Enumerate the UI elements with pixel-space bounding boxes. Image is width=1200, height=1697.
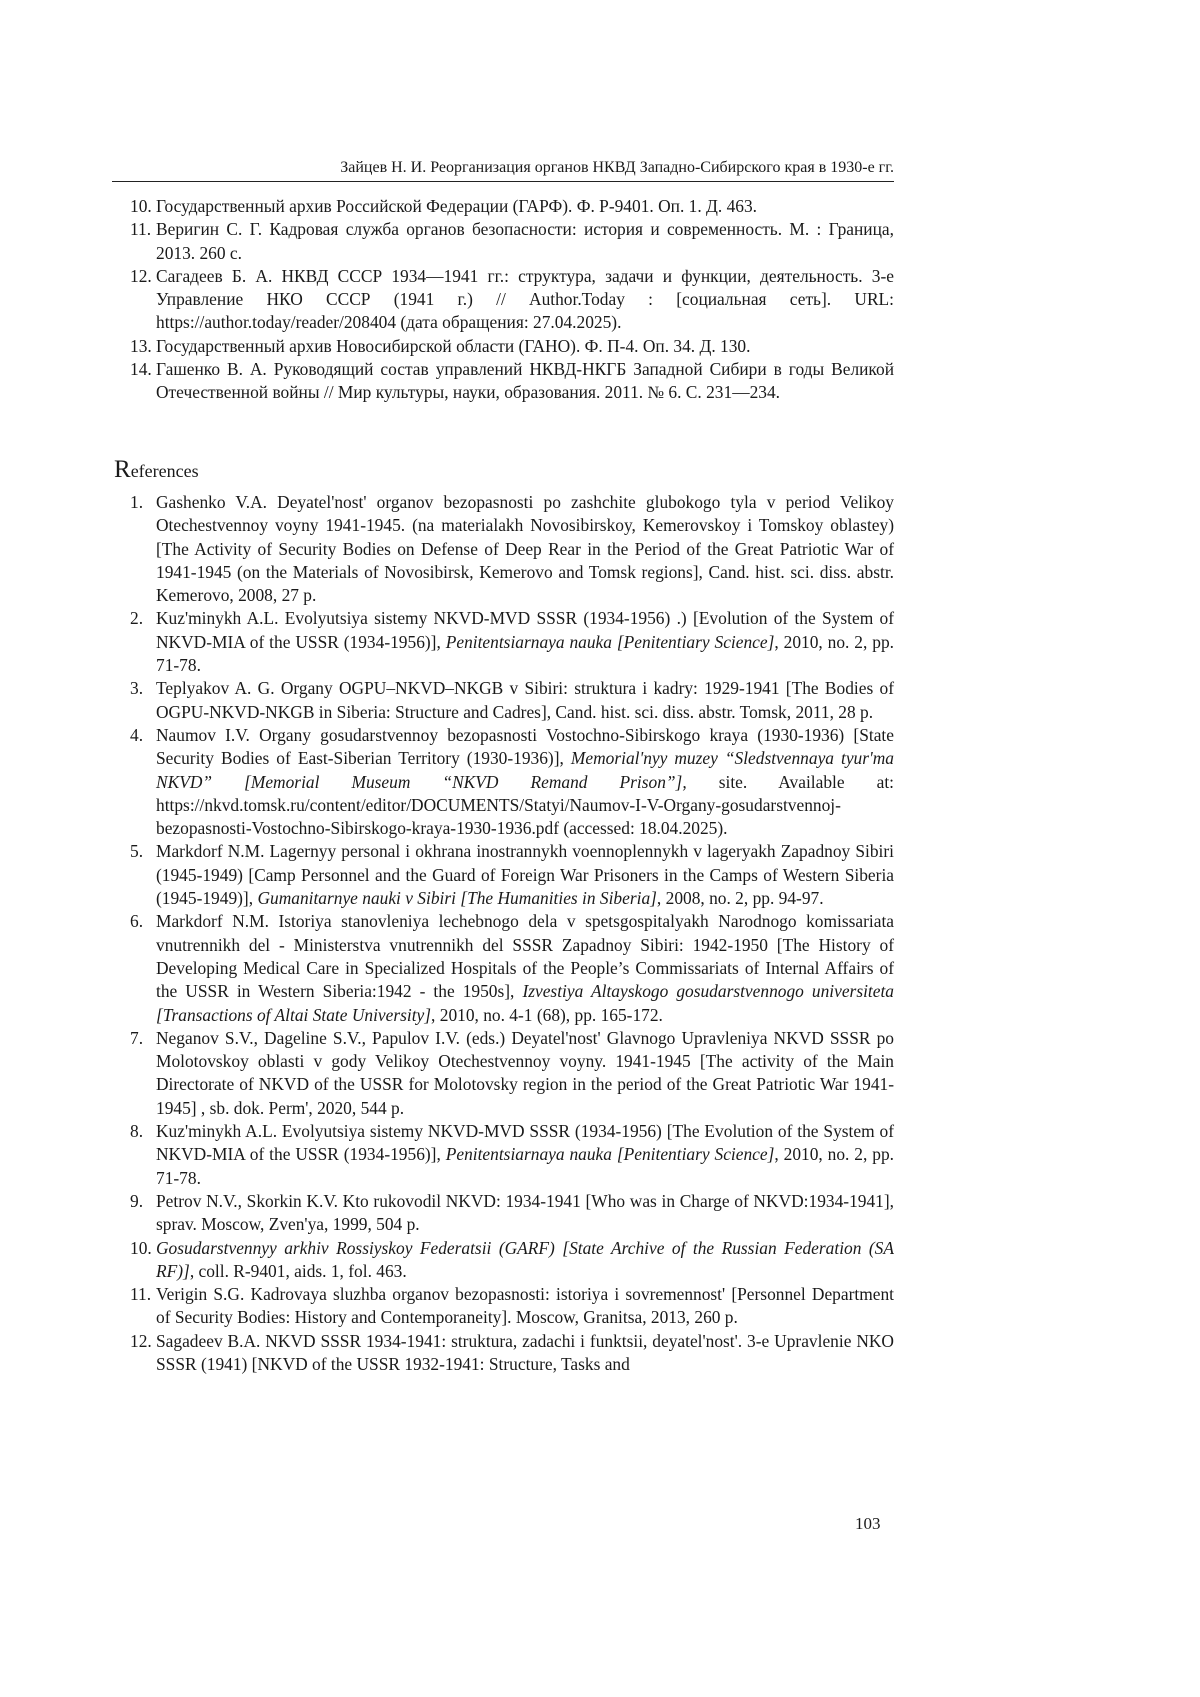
references-heading-rest: eferences: [131, 461, 199, 481]
reference-text: Markdorf N.M. Istoriya stanovleniya lechebnogo dela v spetsgospitalyakh Narodnogo komissariata vnutrennikh del - Ministerstva vnutrennikh del SSSR Zapadnoy Sibiri: 1942-1950 [The History of Developing Medical Care in Specialized Hospitals of the People’s Commissariats of Internal Affairs of the USSR in Western Siberia:1942 - the 1950s],: [156, 911, 894, 1001]
reference-text: Teplyakov A. G. Organy OGPU–NKVD–NKGB v Sibiri: struktura i kadry: 1929-1941 [The Bodies of OGPU-NKVD-NKGB in Siberia: Structure and Cadres], Cand. hist. sci. diss. abstr. Tomsk, 2011, 28 p.: [156, 678, 894, 721]
reference-number: 4.: [130, 724, 143, 747]
reference-text: Веригин С. Г. Кадровая служба органов безопасности: история и современность. М. : Граница, 2013. 260 с.: [156, 219, 894, 262]
russian-reference-list: [112, 195, 894, 405]
reference-italic: Penitentsiarnaya nauka [Penitentiary Science]: [446, 632, 775, 652]
reference-item: [112, 491, 894, 607]
english-reference-list: [112, 491, 894, 1376]
reference-number: 9.: [130, 1190, 143, 1213]
reference-number: 6.: [130, 910, 143, 933]
reference-text: Markdorf N.M. Lagernyy personal i okhrana inostrannykh voennoplennykh v lageryakh Zapadnoy Sibiri (1945-1949) [Camp Personnel and the Guard of Foreign War Prisoners in the Camps of Western Siberia (1945-1949)],: [156, 841, 894, 908]
reference-italic: Penitentsiarnaya nauka [Penitentiary Science]: [446, 1144, 775, 1164]
reference-item: [112, 607, 894, 677]
reference-number: 12.: [130, 1330, 152, 1353]
reference-text: Sagadeev B.A. NKVD SSSR 1934-1941: struktura, zadachi i funktsii, deyatel'nost'. 3-e Upravlenie NKO SSSR (1941) [NKVD of the USSR 1932-1941: Structure, Tasks and: [156, 1331, 894, 1374]
reference-item: [112, 218, 894, 265]
reference-text: Гашенко В. А. Руководящий состав управлений НКВД-НКГБ Западной Сибири в годы Великой Отечественной войны // Мир культуры, науки, образования. 2011. № 6. С. 231—234.: [156, 359, 894, 402]
reference-italic: Gumanitarnye nauki v Sibiri [The Humanities in Siberia]: [257, 888, 656, 908]
references-heading-initial: R: [114, 456, 131, 483]
page-number: 103: [855, 1514, 881, 1534]
reference-text: Verigin S.G. Kadrovaya sluzhba organov bezopasnosti: istoriya i sovremennost' [Personnel Department of Security Bodies: History and Contemporaneity]. Moscow, Granitsa, 2013, 260 p.: [156, 1284, 894, 1327]
reference-text: Государственный архив Российской Федерации (ГАРФ). Ф. Р-9401. Оп. 1. Д. 463.: [156, 196, 757, 216]
reference-number: 14.: [130, 358, 152, 381]
reference-item: [112, 358, 894, 405]
reference-text: Kuz'minykh A.L. Evolyutsiya sistemy NKVD-MVD SSSR (1934-1956) .) [Evolution of the System of NKVD-MIA of the USSR (1934-1956)],: [156, 608, 894, 651]
reference-item: [112, 1190, 894, 1237]
reference-italic: Izvestiya Altayskogo gosudarstvennogo universiteta [Transactions of Altai State University]: [156, 981, 894, 1024]
reference-text: Gashenko V.A. Deyatel'nost' organov bezopasnosti po zashchite glubokogo tyla v period Velikoy Otechestvennoy voyny 1941-1945. (na materialakh Novosibirskoy, Kemerovskoy i Tomskoy oblastey) [The Activity of Security Bodies on Defense of Deep Rear in the Period of the Great Patriotic War of 1941-1945 (on the Materials of Novosibirsk, Kemerovo and Tomsk regions], Cand. hist. sci. diss. abstr. Kemerovo, 2008, 27 p.: [156, 492, 894, 605]
references-heading: [114, 458, 199, 483]
reference-item: [112, 195, 894, 218]
reference-tail: , 2008, no. 2, pp. 94-97.: [657, 888, 824, 908]
reference-tail: , coll. R-9401, aids. 1, fol. 463.: [190, 1261, 407, 1281]
reference-number: 3.: [130, 677, 143, 700]
reference-text: Petrov N.V., Skorkin K.V. Kto rukovodil NKVD: 1934-1941 [Who was in Charge of NKVD:1934-1941], sprav. Moscow, Zven'ya, 1999, 504 p.: [156, 1191, 894, 1234]
running-header: Зайцев Н. И. Реорганизация органов НКВД Западно-Сибирского края в 1930-е гг.: [112, 158, 894, 182]
reference-item: [112, 1120, 894, 1190]
reference-item: [112, 265, 894, 335]
reference-number: 8.: [130, 1120, 143, 1143]
reference-number: 12.: [130, 265, 152, 288]
reference-item: [112, 335, 894, 358]
reference-item: [112, 1237, 894, 1284]
reference-number: 5.: [130, 840, 143, 863]
reference-number: 10.: [130, 195, 152, 218]
reference-text: Сагадеев Б. А. НКВД СССР 1934—1941 гг.: структура, задачи и функции, деятельность. 3-е Управление НКО СССР (1941 г.) // Author.Today : [социальная сеть]. URL: https://author.today/reader/208404 (дата обращения: 27.04.2025).: [156, 266, 894, 333]
reference-text: Neganov S.V., Dageline S.V., Papulov I.V. (eds.) Deyatel'nost' Glavnogo Upravleniya NKVD SSSR po Molotovskoy oblasti v gody Velikoy Otechestvennoy voyny. 1941-1945 [The activity of the Main Directorate of NKVD of the USSR for Molotovsky region in the period of the Great Patriotic War 1941-1945] , sb. dok. Perm', 2020, 544 p.: [156, 1028, 894, 1118]
reference-number: 11.: [130, 1283, 151, 1306]
reference-number: 13.: [130, 335, 152, 358]
reference-item: [112, 910, 894, 1026]
reference-tail: , 2010, no. 4-1 (68), pp. 165-172.: [431, 1005, 663, 1025]
reference-item: [112, 1330, 894, 1377]
reference-number: 11.: [130, 218, 151, 241]
reference-number: 2.: [130, 607, 143, 630]
reference-text: Государственный архив Новосибирской области (ГАНО). Ф. П-4. Оп. 34. Д. 130.: [156, 336, 750, 356]
reference-tail: site. Available at: https://nkvd.tomsk.ru/content/editor/DOCUMENTS/Statyi/Naumov-I-V-Organy-gosudarstvennoj-bezopasnosti-Vostochno-Sibirskogo-kraya-1930-1936.pdf (accessed: 18.04.2025).: [156, 772, 894, 839]
reference-number: 10.: [130, 1237, 152, 1260]
reference-tail: , 2010, no. 2, pp. 71-78.: [156, 632, 894, 675]
reference-number: 7.: [130, 1027, 143, 1050]
reference-italic: Memorial'nyy muzey “Sledstvennaya tyur'ma NKVD” [Memorial Museum “NKVD Remand Prison”],: [156, 748, 894, 791]
reference-number: 1.: [130, 491, 143, 514]
reference-text: Naumov I.V. Organy gosudarstvennoy bezopasnosti Vostochno-Sibirskogo kraya (1930-1936) [State Security Bodies of East-Siberian Territory (1930-1936)],: [156, 725, 894, 768]
reference-item: [112, 677, 894, 724]
reference-item: [112, 1027, 894, 1120]
reference-item: [112, 840, 894, 910]
reference-text: Kuz'minykh A.L. Evolyutsiya sistemy NKVD-MVD SSSR (1934-1956) [The Evolution of the System of NKVD-MIA of the USSR (1934-1956)],: [156, 1121, 894, 1164]
reference-tail: , 2010, no. 2, pp. 71-78.: [156, 1144, 894, 1187]
reference-item: [112, 1283, 894, 1330]
reference-italic: Gosudarstvennyy arkhiv Rossiyskoy Federatsii (GARF) [State Archive of the Russian Federation (SA RF)]: [156, 1238, 894, 1281]
reference-item: [112, 724, 894, 840]
